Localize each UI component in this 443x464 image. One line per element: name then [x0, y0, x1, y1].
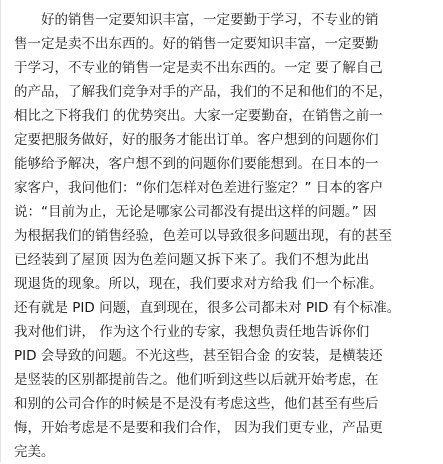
text-line: 已经装到了屋顶 因为色差问题又拆下来了。我们不想为此出 — [14, 252, 370, 268]
text-line: 现退货的现象。所以，现在，我们要求对方给我 们一个标准。 — [14, 276, 383, 292]
text-line: 好的销售一定要知识丰富，一定要勤于学习，不专业的销 — [14, 12, 379, 28]
text-line: 是竖装的区别都提前告之。他们听到这些以后就开始考虑，在 — [14, 372, 379, 388]
text-line: 完美。 — [14, 444, 55, 460]
text-line: 还有就是 PID 问题，直到现在，很多公司都未对 PID 有个标准。 — [14, 300, 401, 316]
text-line: 定要把服务做好，好的服务才能出订单。客户想到的问题你们 — [14, 132, 379, 148]
text-line: 为根据我们的销售经验，色差可以导致很多问题出现，有的甚至 — [14, 228, 392, 244]
text-line: 和别的公司合作的时候是不是没有考虑这些，他们甚至有些后 — [14, 396, 379, 412]
text-line: 我对他们讲， 作为这个行业的专家，我想负责任地告诉你们 — [14, 324, 370, 340]
text-line: PID 会导致的问题。不光这些，甚至铝合金 的安装，是横装还 — [14, 348, 383, 364]
text-line: 家客户，我问他们：“你们怎样对色差进行鉴定？” 日本的客户 — [14, 180, 384, 196]
text-line: 悔，开始考虑是不是要和我们合作， 因为我们更专业，产品更 — [14, 420, 383, 436]
text-line: 售一定是卖不出东西的。好的销售一定要知识丰富，一定要勤 — [14, 36, 379, 52]
article-paragraph — [14, 8, 438, 464]
text-line: 的产品，了解我们竞争对手的产品，我们的不足和他们的不足， — [14, 84, 392, 100]
text-line: 于学习，不专业的销售一定是卖不出东西的。一定 要了解自己 — [14, 60, 383, 76]
text-line: 相比之下将我们 的优势突出。大家一定要勤奋，在销售之前一 — [14, 108, 383, 124]
text-line: 能够给予解决，客户想不到的问题你们要能想到。在日本的一 — [14, 156, 379, 172]
text-line: 说：“目前为止，无论是哪家公司都没有提出这样的问题。” 因 — [14, 204, 377, 220]
